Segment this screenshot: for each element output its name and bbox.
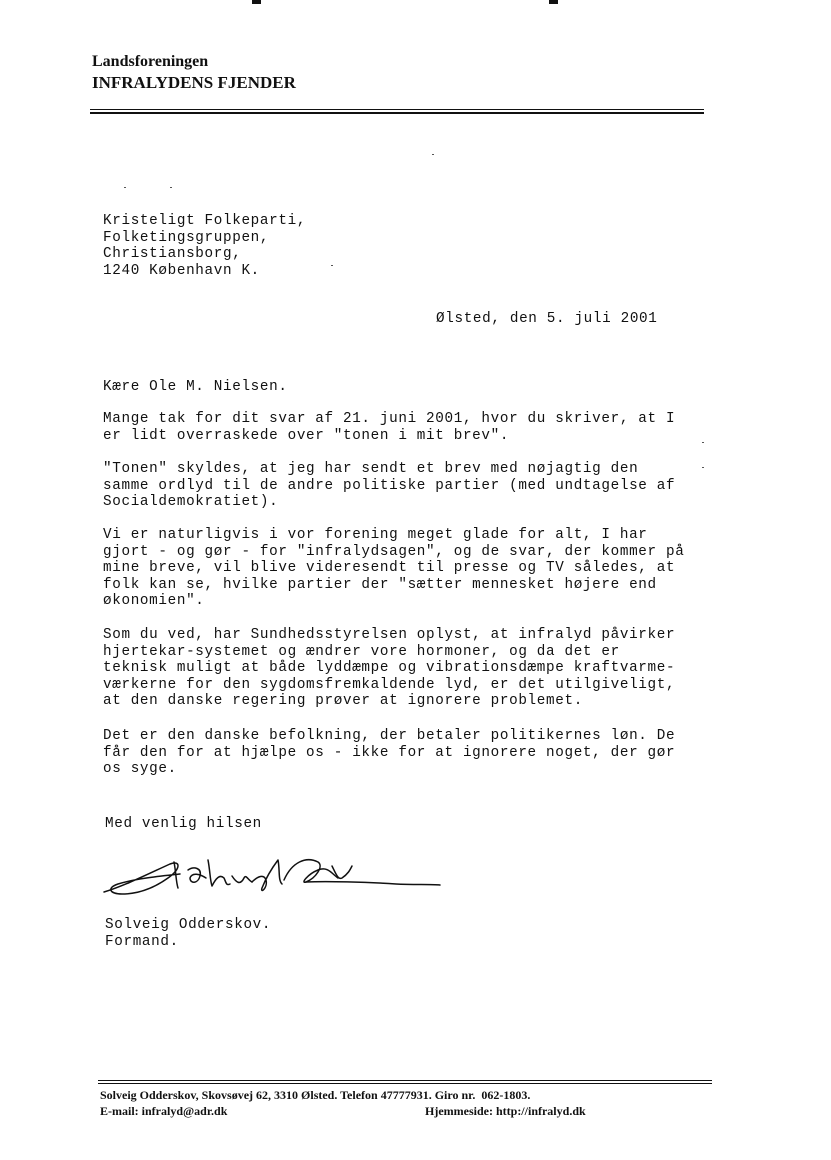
org-name-line2: INFRALYDENS FJENDER: [92, 73, 296, 92]
body-line: os syge.: [103, 761, 177, 778]
body-line: teknisk muligt at både lyddæmpe og vibrationsdæmpe kraftvarme-: [103, 660, 676, 677]
body-line: Vi er naturligvis i vor forening meget glade for alt, I har: [103, 527, 648, 543]
body-line: Mange tak for dit svar af 21. juni 2001, hvor du skriver, at I: [103, 411, 676, 427]
body-line: økonomien".: [103, 593, 205, 610]
body-line: "Tonen" skyldes, at jeg har sendt et brev med nøjagtig den: [103, 461, 639, 477]
footer-address: Solveig Odderskov, Skovsøvej 62, 3310 Ølsted. Telefon 47777931. Giro nr. 062-1803.: [100, 1088, 531, 1102]
body-line: er lidt overraskede over "tonen i mit brev".: [103, 427, 510, 444]
body-line: gjort - og gør - for "infralydsagen", og de svar, der kommer på: [103, 543, 685, 560]
body-line: får den for at hjælpe os - ikke for at ignorere noget, der gør: [103, 744, 676, 761]
body-line: samme ordlyd til de andre politiske partier (med undtagelse af: [103, 477, 676, 494]
body-line: at den danske regering prøver at ignorere problemet.: [103, 693, 583, 710]
body-line: folk kan se, hvilke partier der "sætter mennesket højere end: [103, 576, 657, 593]
body-paragraph-5: [103, 728, 743, 778]
salutation: Kære Ole M. Nielsen.: [103, 379, 288, 395]
recipient-line: 1240 København K.: [103, 262, 260, 279]
dateline: Ølsted, den 5. juli 2001: [436, 311, 658, 327]
footer-rule-bottom: [98, 1083, 712, 1084]
scan-speck: [170, 187, 172, 188]
body-paragraph-4: [103, 627, 743, 710]
org-name-line1: Landsforeningen: [92, 53, 209, 70]
body-paragraph-3: [103, 527, 743, 610]
recipient-address: [103, 213, 743, 279]
footer-homepage: Hjemmeside: http://infralyd.dk: [425, 1104, 586, 1118]
header-rule-top: [90, 109, 704, 110]
scan-speck: [432, 154, 434, 155]
recipient-line: Christiansborg,: [103, 246, 242, 263]
body-paragraph-1: [103, 411, 743, 444]
body-line: mine breve, vil blive videresendt til presse og TV således, at: [103, 560, 676, 577]
scan-mark-left: [252, 0, 261, 4]
signatory-title: Formand.: [105, 934, 179, 950]
recipient-line: Folketingsgruppen,: [103, 229, 270, 246]
body-line: Som du ved, har Sundhedsstyrelsen oplyst, at infralyd påvirker: [103, 627, 676, 643]
closing: Med venlig hilsen: [105, 816, 262, 832]
signatory-name: Solveig Odderskov.: [105, 917, 272, 933]
recipient-line: Kristeligt Folkeparti,: [103, 213, 307, 229]
body-line: Socialdemokratiet).: [103, 494, 279, 511]
handwritten-signature-icon: [96, 848, 446, 903]
header-rule-bottom: [90, 112, 704, 114]
body-line: værkerne for den sygdomsfremkaldende lyd, er det utilgiveligt,: [103, 676, 676, 693]
footer-email: E-mail: infralyd@adr.dk: [100, 1104, 228, 1118]
scan-speck: [124, 187, 126, 188]
body-line: Det er den danske befolkning, der betaler politikernes løn. De: [103, 728, 676, 744]
body-line: hjertekar-systemet og ændrer vore hormoner, og da det er: [103, 643, 620, 660]
scan-mark-right: [549, 0, 558, 4]
letterhead: [92, 52, 296, 94]
body-paragraph-2: [103, 461, 743, 511]
footer-rule-top: [98, 1080, 712, 1081]
